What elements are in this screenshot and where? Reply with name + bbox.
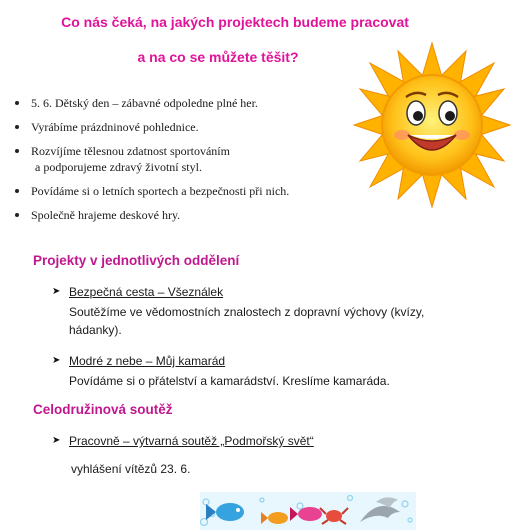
competition-item [52,432,452,452]
page-heading-line2: a na co se můžete těšit? [137,49,299,65]
project-title: Modré z nebe – Můj kamarád [69,354,226,368]
section-title-competition: Celodružinová soutěž [33,402,173,417]
winners-announcement: vyhlášení vítězů 23. 6. [71,462,191,476]
list-item: 5. 6. Dětský den – zábavné odpoledne plné her. [14,95,344,111]
smiling-sun-icon [352,40,512,210]
activity-list [14,95,344,231]
arrow-bullet-icon: ➤ [52,286,61,297]
list-item: Společně hrajeme deskové hry. [14,207,344,223]
page-heading-line1: Co nás čeká, na jakých projektech budeme pracovat [61,14,409,30]
section-title-projects: Projekty v jednotlivých oddělení [33,253,240,268]
list-item: Vyrábíme prázdninové pohlednice. [14,119,344,135]
arrow-bullet-icon: ➤ [52,355,61,366]
project-item-modre-z-nebe [52,352,452,392]
project-description: Soutěžíme ve vědomostních znalostech z dopravní výchovy (kvízy, hádanky). [69,305,425,337]
project-description: Povídáme si o přátelství a kamarádství. Kreslíme kamaráda. [69,374,390,388]
project-title: Bezpečná cesta – Všeználek [69,285,224,299]
list-item: Povídáme si o letních sportech a bezpečnosti při nich. [14,183,344,199]
arrow-bullet-icon: ➤ [52,435,61,446]
sea-creatures-icon [200,492,416,530]
list-item: Rozvíjíme tělesnou zdatnost sportováním a podporujeme zdravý životní styl. [14,143,344,175]
competition-title: Pracovně – výtvarná soutěž „Podmořský svět“ [69,434,314,448]
project-item-bezpecna-cesta [52,283,452,343]
